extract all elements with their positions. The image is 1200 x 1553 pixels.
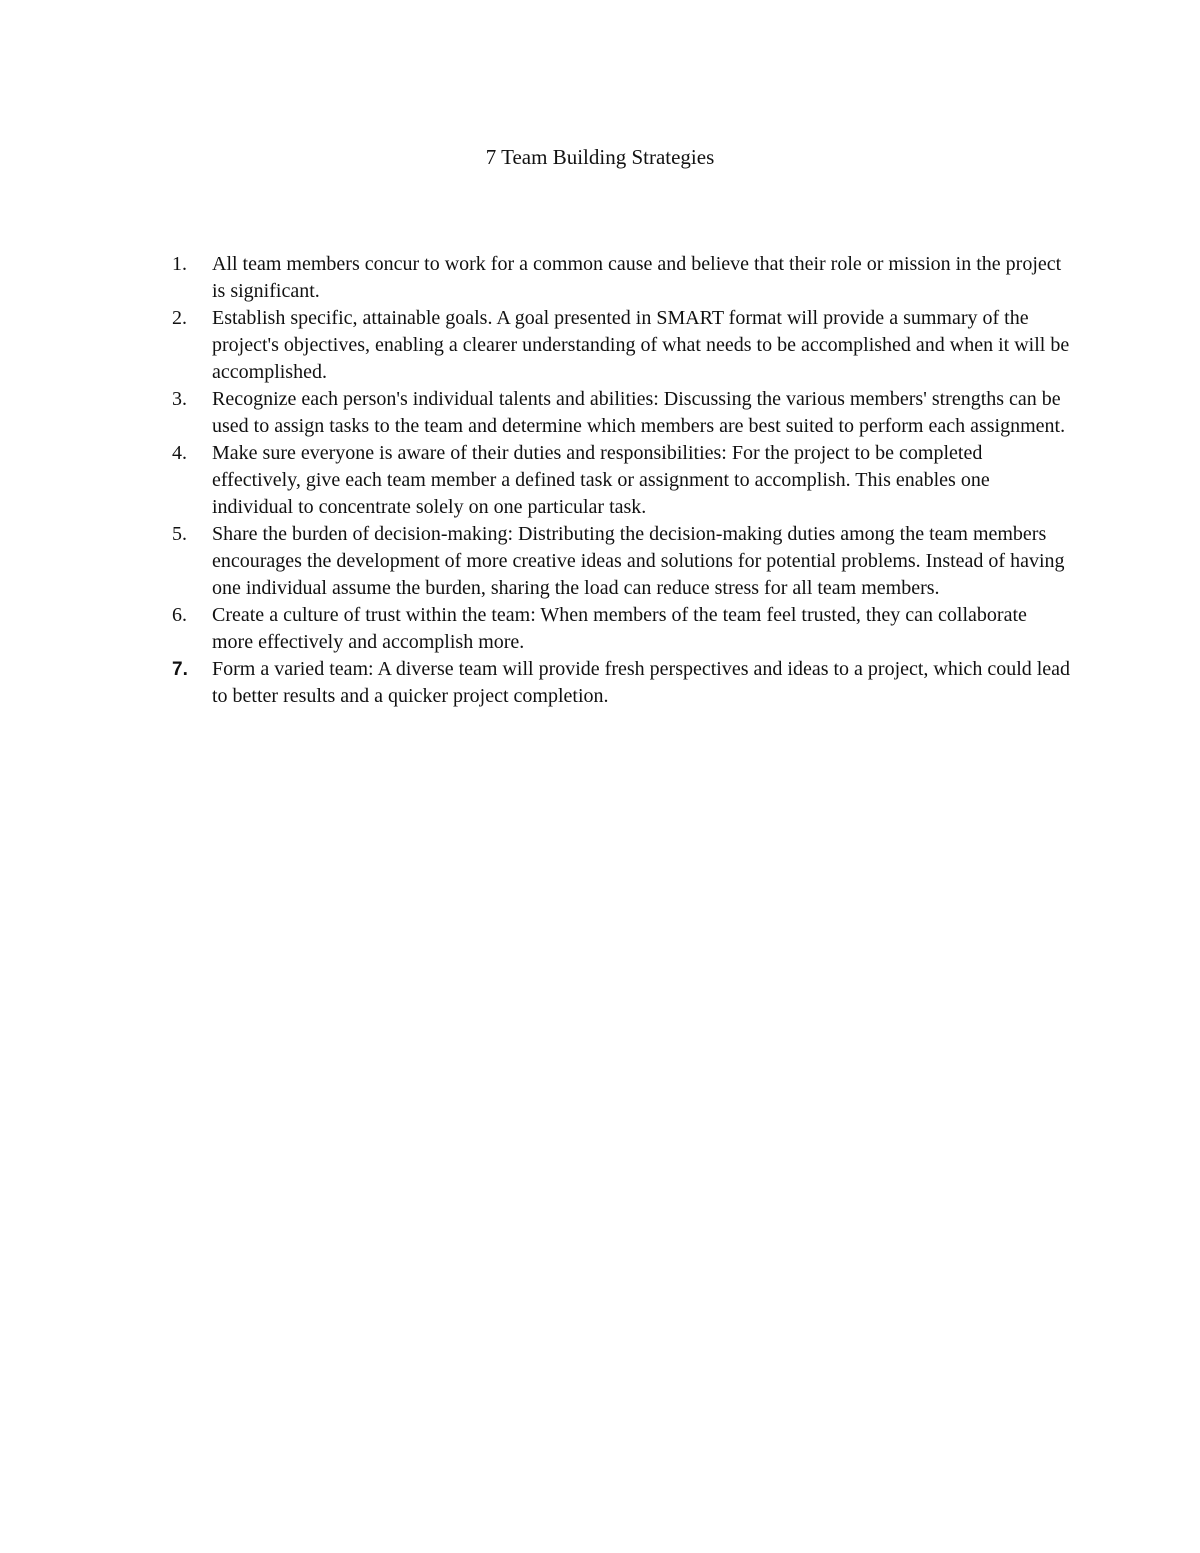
item-number: 4.: [172, 442, 187, 464]
item-number: 5.: [172, 523, 187, 545]
document-title: 7 Team Building Strategies: [485, 145, 715, 169]
item-text: All team members concur to work for a common cause and believe that their role or mission in the project is significant.: [212, 253, 1062, 302]
item-number: 7.: [172, 659, 188, 680]
list-item: [172, 602, 1072, 656]
strategy-list: [172, 251, 1072, 710]
item-number: 6.: [172, 604, 187, 626]
list-item: [172, 656, 1072, 710]
list-item: [172, 386, 1072, 440]
list-item: [172, 251, 1072, 305]
list-item: [172, 440, 1072, 521]
item-text: Make sure everyone is aware of their duties and responsibilities: For the project to be completed effectively, give each team member a defined task or assignment to accomplish. This enables one individual to concentrate solely on one particular task.: [212, 442, 990, 518]
list-item: [172, 305, 1072, 386]
item-number: 2.: [172, 307, 187, 329]
item-text: Share the burden of decision-making: Distributing the decision-making duties among the team members encourages the development of more creative ideas and solutions for potential problems. Instead of having one individual assume the burden, sharing the load can reduce stress for all team members.: [212, 523, 1065, 599]
list-item: [172, 521, 1072, 602]
item-text: Recognize each person's individual talents and abilities: Discussing the various members' strengths can be used to assign tasks to the team and determine which members are best suited to perform each assignment.: [212, 388, 1066, 437]
item-number: 3.: [172, 388, 187, 410]
item-text: Create a culture of trust within the team: When members of the team feel trusted, they can collaborate more effectively and accomplish more.: [212, 604, 1027, 653]
item-text: Establish specific, attainable goals. A goal presented in SMART format will provide a summary of the project's objectives, enabling a clearer understanding of what needs to be accomplished and when it will be accomplished.: [212, 307, 1070, 383]
item-number: 1.: [172, 253, 187, 275]
item-text: Form a varied team: A diverse team will provide fresh perspectives and ideas to a project, which could lead to better results and a quicker project completion.: [212, 658, 1071, 707]
